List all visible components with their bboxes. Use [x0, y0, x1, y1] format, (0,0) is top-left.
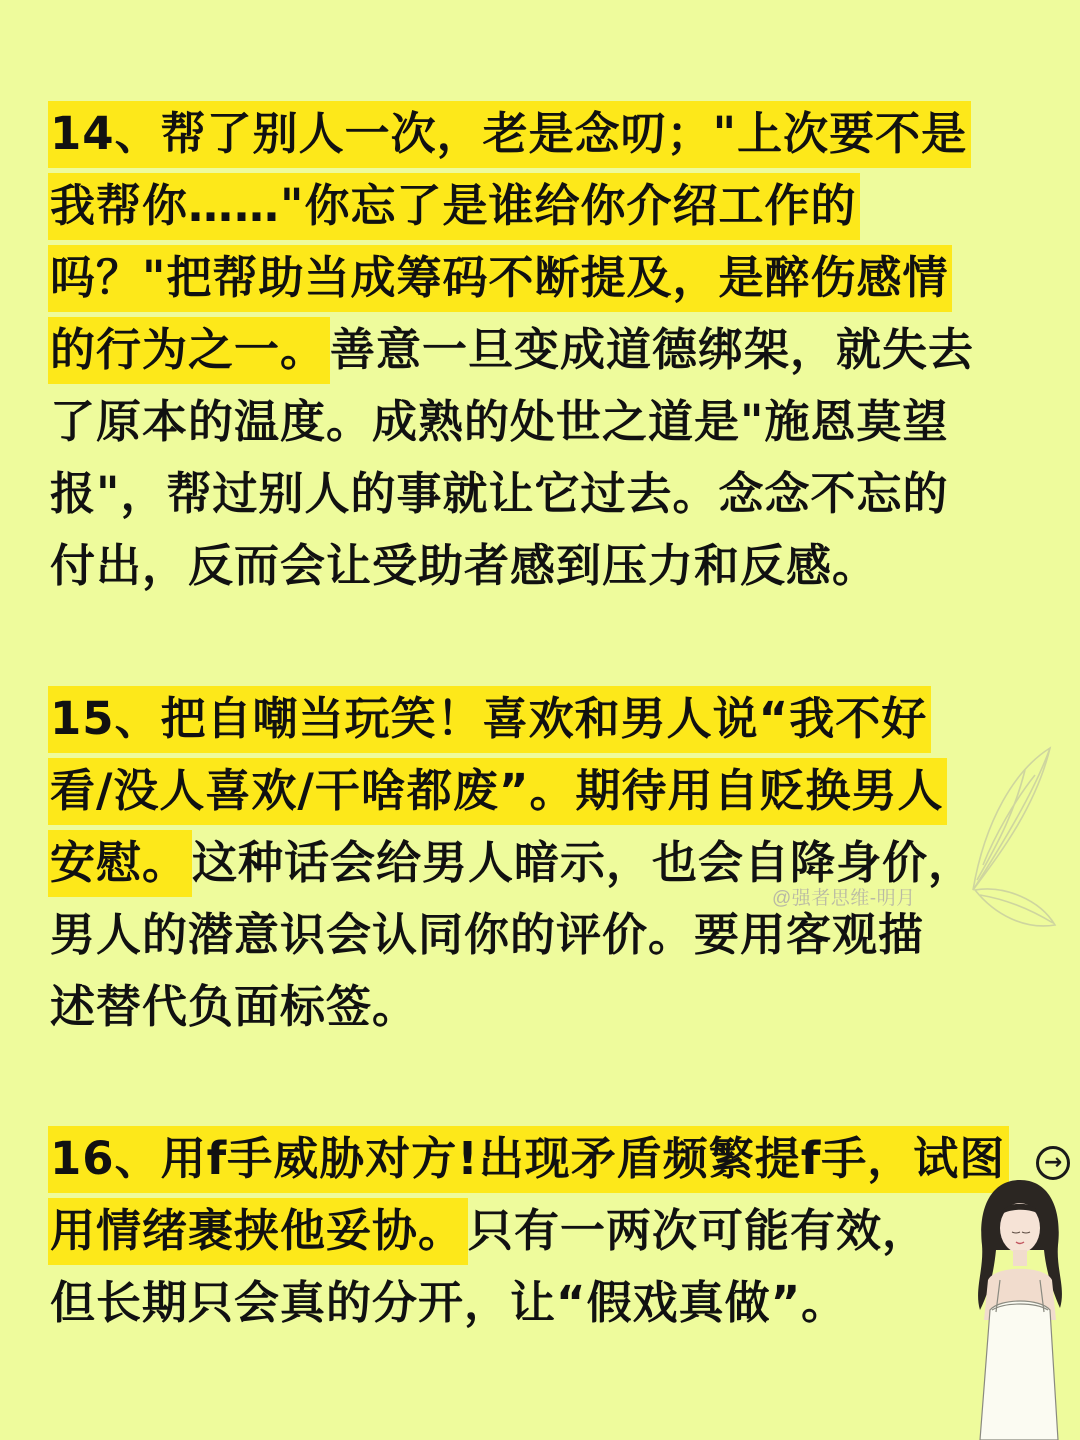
text-line [50, 170, 1040, 242]
woman-illustration [960, 1170, 1078, 1440]
text-line [50, 1195, 1040, 1267]
text-line [50, 314, 1040, 386]
tip-section-14 [50, 98, 1040, 602]
highlighted-text: 看/没人喜欢/干啥都废”。期待用自贬换男人 [48, 758, 947, 825]
text-line [50, 1123, 1040, 1195]
text-line [50, 242, 1040, 314]
text-line [50, 1267, 1040, 1339]
text-line [50, 458, 1040, 530]
body-text: 这种话会给男人暗示，也会自降身价， [192, 836, 975, 889]
text-line [50, 530, 1040, 602]
highlighted-text: 用情绪裹挟他妥协。 [48, 1198, 468, 1265]
text-line [50, 971, 1040, 1043]
highlighted-text: 我帮你……"你忘了是谁给你介绍工作的 [48, 173, 860, 240]
tip-section-15 [50, 683, 1040, 1043]
tip-section-16 [50, 1123, 1040, 1339]
body-text: 述替代负面标签。 [50, 980, 419, 1033]
highlighted-text: 16、用f手威胁对方!出现矛盾频繁提f手，试图 [48, 1126, 1009, 1193]
highlighted-text: 的行为之一。 [48, 317, 330, 384]
text-line [50, 683, 1040, 755]
body-text: 善意一旦变成道德绑架，就失去 [330, 323, 975, 376]
text-line [50, 755, 1040, 827]
highlighted-text: 吗？"把帮助当成筹码不断提及，是醉伤感情 [48, 245, 952, 312]
highlighted-text: 15、把自嘲当玩笑！喜欢和男人说“我不好 [48, 686, 931, 753]
highlighted-text: 安慰。 [48, 830, 192, 897]
arrow-right-circle-icon[interactable]: → [1036, 1146, 1070, 1180]
body-text: 付出，反而会让受助者感到压力和反感。 [50, 539, 879, 592]
body-text: 只有一两次可能有效， [468, 1204, 929, 1257]
text-line [50, 386, 1040, 458]
text-line [50, 98, 1040, 170]
watermark: @强者思维-明月 [772, 888, 916, 909]
body-text: 但长期只会真的分开，让“假戏真做”。 [50, 1276, 848, 1329]
insect-wing-icon [955, 740, 1065, 940]
highlighted-text: 14、帮了别人一次，老是念叨；"上次要不是 [48, 101, 971, 168]
body-text: 报"，帮过别人的事就让它过去。念念不忘的 [50, 467, 949, 520]
body-text: 男人的潜意识会认同你的评价。要用客观描 [50, 908, 925, 961]
body-text: 了原本的温度。成熟的处世之道是"施恩莫望 [50, 395, 949, 448]
